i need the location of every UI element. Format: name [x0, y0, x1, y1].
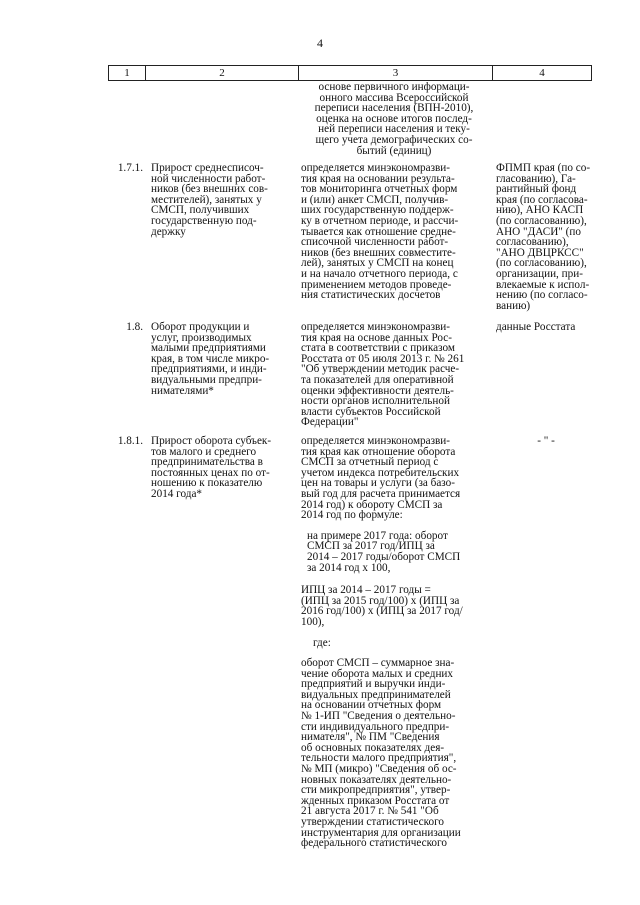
indicator-text: Оборот продукции и услуг, производимых малыми предприятиями края, в том числе микро- предприятиями, и инди- видуальными предпри- нимателями* [151, 321, 270, 397]
responsible-text: - " - [537, 435, 555, 447]
header-col-4: 4 [539, 67, 545, 79]
indicator-text: Прирост среднесписоч- ной численности работ- ников (без внешних сов- местителей), занятых у СМСП, получивших государственную под- держку [151, 162, 268, 238]
method-text: определяется минэкономразви- тия края как отношение оборота СМСП за отчетный период с учетом индекса потребительских цен на товары и услуги (за базо- вый год для расчета принимается 2014 год) к обороту СМСП за 2014 год по формуле: на примере 2017 года: оборот СМСП за 2017 год/ИПЦ за 2014 – 2017 годы/оборот СМСП за 2014 год х 100, ИПЦ за 2014 – 2017 годы = (ИПЦ за 2015 год/100) х (ИПЦ за 2016 год/100) х (ИПЦ за 2017 год/ 100), где: оборот СМСП – суммарное зна- чение оборота малых и средних предприятий и выручки инди- видуальных предпринимателей на основании отчетных форм № 1-ИП "Сведения о деятельно- сти индивидуального предпри- нимателя", № ПМ "Сведения об основных показателях дея- тельности малого предприятия", № МП (микро) "Сведения об ос- новных показателях деятельно- сти микропредприятия", утвер- жденных приказом Росстата от 21 августа 2017 г. № 541 "Об утверждении статистического инструментария для организации федерального статистического [301, 436, 487, 849]
method-text: основе первичного информаци- онного массива Всероссийской переписи населения (ВПН-2010), оценка на основе итогов послед- ней переписи населения и теку- щего учета демографических со- бытий (единиц) [314, 81, 474, 157]
formula-example: на примере 2017 года: оборот СМСП за 2017 год/ИПЦ за 2014 – 2017 годы/оборот СМСП за 2014 год х 100, [307, 529, 461, 574]
header-col-2: 2 [146, 66, 299, 80]
row-number: 1.8. [126, 321, 143, 333]
responsible-text: данные Росстата [496, 321, 576, 333]
page-number: 4 [317, 36, 323, 50]
definition-text: оборот СМСП – суммарное зна- чение оборота малых и средних предприятий и выручки инди- видуальных предпринимателей на основании отчетных форм № 1-ИП "Сведения о деятельно- сти индивидуального предпри- нимателя", № ПМ "Сведения об основных показателях дея- тельности малого предприятия", № МП (микро) "Сведения об ос- новных показателях деятельно- сти микропредприятия", утвер- жденных приказом Росстата от 21 августа 2017 г. № 541 "Об утверждении статистического инструментария для организации федерального статистического [301, 657, 461, 850]
responsible-text: ФПМП края (по со- гласованию), Га- рантийный фонд края (по согласова- нию), АНО КАСП (по согласованию), АНО "ДАСИ" (по согласованию), "АНО ДВЦРКСС" (по согласованию), организации, при- влекаемые к испол- нению (по согласо- ванию) [496, 162, 591, 312]
method-text: определяется минэкономразви- тия края на основании результа- тов мониторинга отчетных форм и (или) анкет СМСП, получив- ших государственную поддерж- ку в отчетном периоде, и рассчи- тывается как отношение средне- списочной численности работ- ников (без внешних совместите- лей), занятых у СМСП на конец и на начало отчетного периода, с применением методов проведе- ния статистических досчетов [301, 162, 459, 302]
indicator-text: Прирост оборота субъек- тов малого и среднего предпринимательства в постоянных ценах по от- ношению к показателю 2014 года* [151, 435, 272, 500]
header-col-3: 3 [299, 66, 493, 80]
method-text: определяется минэкономразви- тия края на основе данных Рос- стата в соответствии с приказом Росстата от 05 июля 2013 г. № 261 "Об утверждении методик расче- та показателей для оперативной оценки эффективности деятель- ности органов исполнительной власти субъектов Российской Федерации" [301, 321, 465, 429]
table-header [108, 65, 592, 81]
header-col-1: 1 [109, 66, 146, 80]
ipc-formula: ИПЦ за 2014 – 2017 годы = (ИПЦ за 2015 год/100) х (ИПЦ за 2016 год/100) х (ИПЦ за 2017 год/ 100), [301, 584, 463, 628]
row-number: 1.7.1. [117, 162, 143, 174]
row-number: 1.8.1. [117, 435, 143, 447]
where-label: где: [313, 636, 331, 649]
